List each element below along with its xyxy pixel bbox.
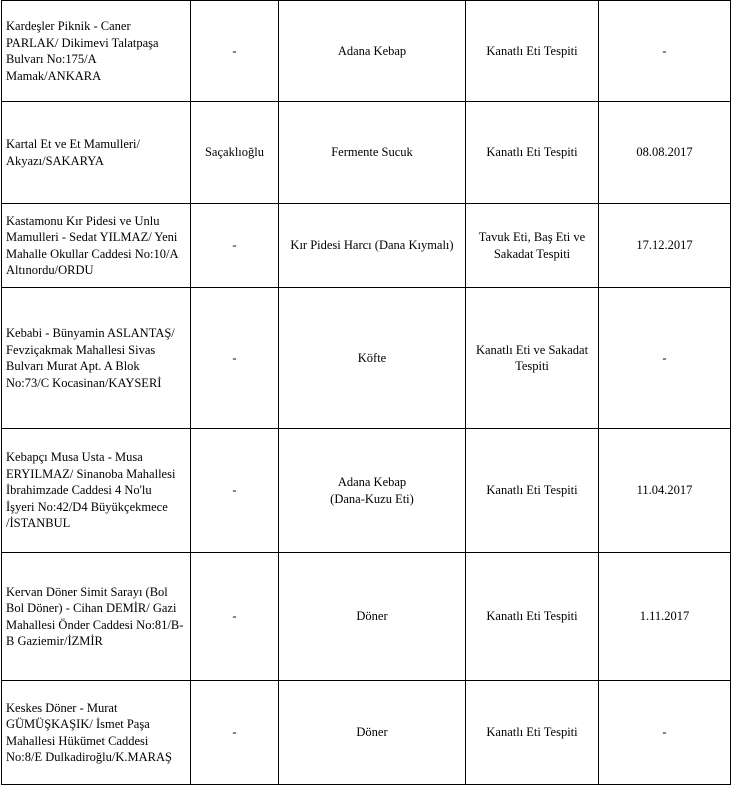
brand-cell: -	[191, 1, 279, 102]
brand-cell: -	[191, 288, 279, 429]
product-cell: Döner	[279, 681, 466, 785]
date-cell: 08.08.2017	[599, 102, 731, 204]
table-row	[2, 204, 731, 288]
table-row	[2, 288, 731, 429]
table-row	[2, 102, 731, 204]
table-row	[2, 681, 731, 785]
firm-cell: Kebabi - Bünyamin ASLANTAŞ/ Fevziçakmak Mahallesi Sivas Bulvarı Murat Apt. A Blok No:73/C Kocasinan/KAYSERİ	[2, 288, 191, 429]
finding-cell: Kanatlı Eti Tespiti	[466, 429, 599, 553]
date-cell: -	[599, 681, 731, 785]
table-row	[2, 429, 731, 553]
finding-cell: Kanatlı Eti Tespiti	[466, 553, 599, 681]
product-cell: Adana Kebap (Dana-Kuzu Eti)	[279, 429, 466, 553]
finding-cell: Kanatlı Eti Tespiti	[466, 102, 599, 204]
finding-cell: Tavuk Eti, Baş Eti ve Sakadat Tespiti	[466, 204, 599, 288]
results-table	[1, 0, 731, 785]
product-cell: Kır Pidesi Harcı (Dana Kıymalı)	[279, 204, 466, 288]
brand-cell: -	[191, 204, 279, 288]
date-cell: -	[599, 1, 731, 102]
product-cell: Köfte	[279, 288, 466, 429]
firm-cell: Kebapçı Musa Usta - Musa ERYILMAZ/ Sinanoba Mahallesi İbrahimzade Caddesi 4 No'lu İşyeri No:42/D4 Büyükçekmece /İSTANBUL	[2, 429, 191, 553]
table-row	[2, 553, 731, 681]
date-cell: 11.04.2017	[599, 429, 731, 553]
firm-cell: Kardeşler Piknik - Caner PARLAK/ Dikimevi Talatpaşa Bulvarı No:175/A Mamak/ANKARA	[2, 1, 191, 102]
product-cell: Adana Kebap	[279, 1, 466, 102]
brand-cell: -	[191, 681, 279, 785]
firm-cell: Kastamonu Kır Pidesi ve Unlu Mamulleri - Sedat YILMAZ/ Yeni Mahalle Okullar Caddesi No:10/A Altınordu/ORDU	[2, 204, 191, 288]
date-cell: -	[599, 288, 731, 429]
date-cell: 17.12.2017	[599, 204, 731, 288]
product-cell: Fermente Sucuk	[279, 102, 466, 204]
finding-cell: Kanatlı Eti ve Sakadat Tespiti	[466, 288, 599, 429]
brand-cell: -	[191, 553, 279, 681]
finding-cell: Kanatlı Eti Tespiti	[466, 681, 599, 785]
firm-cell: Kervan Döner Simit Sarayı (Bol Bol Döner) - Cihan DEMİR/ Gazi Mahallesi Önder Caddesi No:81/B- B Gaziemir/İZMİR	[2, 553, 191, 681]
product-cell: Döner	[279, 553, 466, 681]
brand-cell: -	[191, 429, 279, 553]
brand-cell: Saçaklıoğlu	[191, 102, 279, 204]
date-cell: 1.11.2017	[599, 553, 731, 681]
finding-cell: Kanatlı Eti Tespiti	[466, 1, 599, 102]
firm-cell: Keskes Döner - Murat GÜMÜŞKAŞIK/ İsmet Paşa Mahallesi Hükümet Caddesi No:8/E Dulkadiroğlu/K.MARAŞ	[2, 681, 191, 785]
table-row	[2, 1, 731, 102]
firm-cell: Kartal Et ve Et Mamulleri/ Akyazı/SAKARYA	[2, 102, 191, 204]
